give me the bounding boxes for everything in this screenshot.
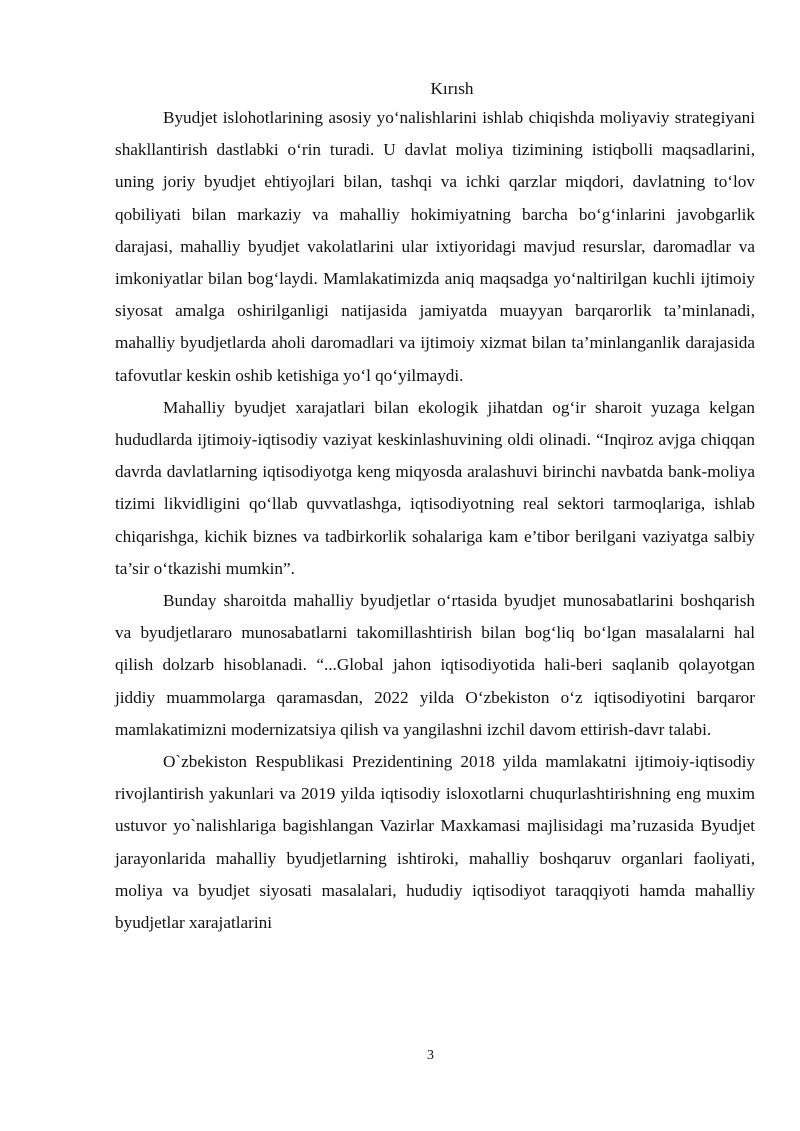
paragraph-1: Byudjet islohotlarining asosiy yo‘nalishlarini ishlab chiqishda moliyaviy strategiyani shakllantirish dastlabki o‘rin turadi. U davlat moliya tizimining istiqbolli maqsadlarini, uning joriy byudjet ehtiyojlari bilan, tashqi va ichki qarzlar miqdori, davlatning to‘lov qobiliyati bilan markaziy va mahalliy hokimiyatning barcha bo‘g‘inlarini javobgarlik darajasi, mahalliy byudjet vakolatlarini ular ixtiyoridagi mavjud resurslar, daromadlar va imkoniyatlar bilan bog‘laydi. Mamlakatimizda aniq maqsadga yo‘naltirilgan kuchli ijtimoiy siyosat amalga oshirilganligi natijasida jamiyatda muayyan barqarorlik ta’minlanadi, mahalliy byudjetlarda aholi daromadlari va ijtimoiy xizmat bilan ta’minlanganlik darajasida tafovutlar keskin oshib ketishiga yo‘l qo‘yilmaydi. <box>115 108 755 385</box>
paragraph-4: O`zbekiston Respublikasi Prezidentining 2018 yilda mamlakatni ijtimoiy-iqtisodiy rivojlantirish yakunlari va 2019 yilda iqtisodiy isloxotlarni chuqurlashtirishning eng muxim ustuvor yo`nalishlariga bagishlangan Vazirlar Maxkamasi majlisidagi ma’ruzasida Byudjet jarayonlarida mahalliy byudjetlarning ishtiroki, mahalliy boshqaruv organlari faoliyati, moliya va byudjet siyosati masalalari, hududiy iqtisodiyot taraqqiyoti hamda mahalliy byudjetlar xarajatlarini <box>115 752 755 933</box>
section-title: Kırısh <box>430 79 474 98</box>
paragraph-3: Bunday sharoitda mahalliy byudjetlar o‘rtasida byudjet munosabatlarini boshqarish va byudjetlararo munosabatlarni takomillashtirish bilan bog‘liq bo‘lgan masalalarni hal qilish dolzarb hisoblanadi. “...Global jahon iqtisodiyotida hali-beri saqlanib qolayotgan jiddiy muammolarga qaramasdan, 2022 yilda O‘zbekiston o‘z iqtisodiyotini barqaror mamlakatimizni modernizatsiya qilish va yangilashni izchil davom ettirish-davr talabi. <box>115 591 755 739</box>
page-content <box>115 76 755 939</box>
paragraph-2: Mahalliy byudjet xarajatlari bilan ekologik jihatdan og‘ir sharoit yuzaga kelgan hududlarda ijtimoiy-iqtisodiy vaziyat keskinlashuvining oldi olinadi. “Inqiroz avjga chiqqan davrda davlatlarning iqtisodiyotga keng miqyosda aralashuvi birinchi navbatda bank-moliya tizimi likvidligini qo‘llab quvvatlashga, iqtisodiyotning real sektori tarmoqlariga, ishlab chiqarishga, kichik biznes va tadbirkorlik sohalariga kam e’tibor berilgani vaziyatga salbiy ta’sir o‘tkazishi mumkin”. <box>115 397 755 578</box>
page-number: 3 <box>427 1048 434 1063</box>
